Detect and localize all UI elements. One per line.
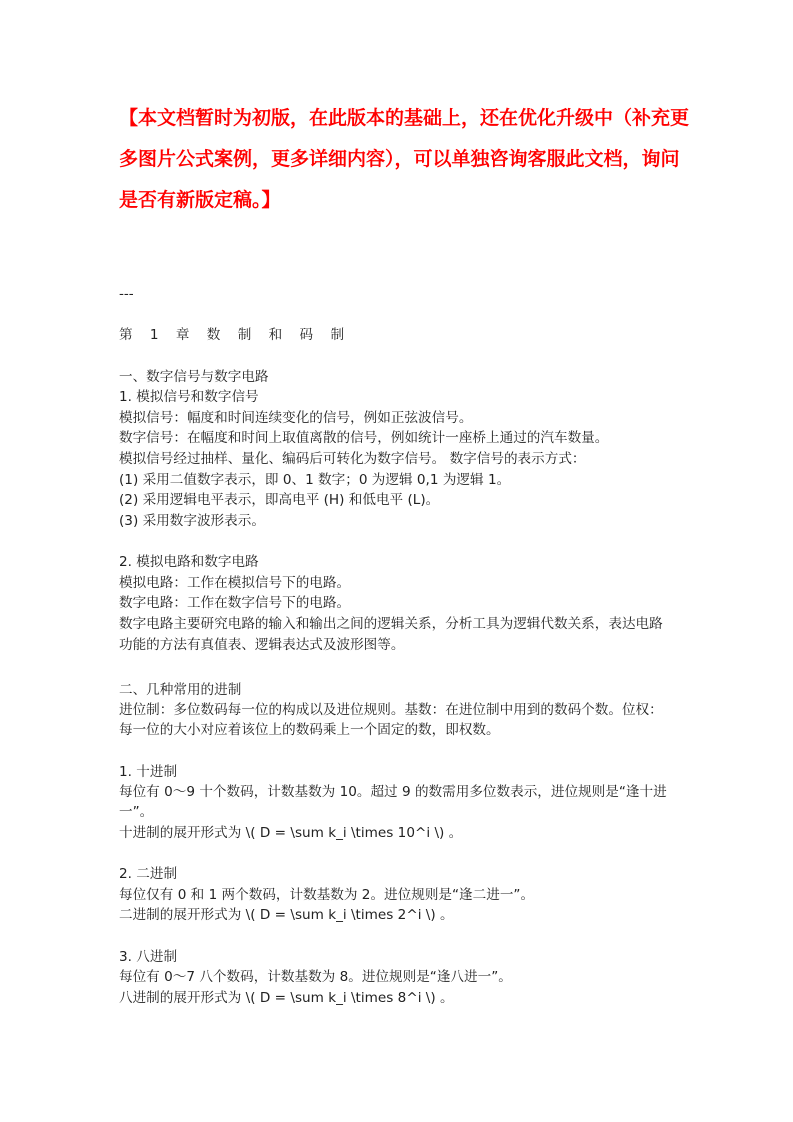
paragraph-line: 十进制的展开形式为 \( D = \sum k_i \times 10^i \) 。 (119, 825, 463, 841)
subsection-heading: 2. 模拟电路和数字电路 (119, 554, 259, 570)
subsection-heading: 1. 十进制 (119, 764, 178, 780)
paragraph-line: (2) 采用逻辑电平表示，即高电平 (H) 和低电平 (L)。 (119, 492, 440, 508)
subsection-heading: 3. 八进制 (119, 949, 178, 965)
paragraph-line: 每一位的大小对应着该位上的数码乘上一个固定的数，即权数。 (119, 722, 500, 738)
paragraph-line: 功能的方法有真值表、逻辑表达式及波形图等。 (119, 637, 405, 653)
chapter-title: 第 1 章 数 制 和 码 制 (119, 327, 351, 343)
notice-line: 多图片公式案例，更多详细内容），可以单独咨询客服此文档，询问 (119, 148, 680, 170)
paragraph-line: 每位仅有 0 和 1 两个数码，计数基数为 2。进位规则是“逢二进一”。 (119, 887, 535, 903)
paragraph-line: 二进制的展开形式为 \( D = \sum k_i \times 2^i \) 。 (119, 907, 454, 923)
separator: --- (119, 286, 134, 302)
paragraph-line: 模拟信号：幅度和时间连续变化的信号，例如正弦波信号。 (119, 410, 473, 426)
paragraph-line: 模拟电路：工作在模拟信号下的电路。 (119, 575, 351, 591)
paragraph-line: 进位制：多位数码每一位的构成以及进位规则。基数：在进位制中用到的数码个数。位权： (119, 702, 663, 718)
section-heading: 一、数字信号与数字电路 (119, 369, 269, 385)
paragraph-line: 模拟信号经过抽样、量化、编码后可转化为数字信号。 数字信号的表示方式： (119, 451, 586, 467)
notice-line: 是否有新版定稿。】 (119, 189, 281, 211)
paragraph-line: (1) 采用二值数字表示，即 0、1 数字；0 为逻辑 0,1 为逻辑 1。 (119, 472, 511, 488)
subsection-heading: 1. 模拟信号和数字信号 (119, 389, 259, 405)
paragraph-line: (3) 采用数字波形表示。 (119, 513, 265, 529)
paragraph-line: 一”。 (119, 804, 154, 820)
section-heading: 二、几种常用的进制 (119, 682, 242, 698)
paragraph-line: 数字电路：工作在数字信号下的电路。 (119, 595, 351, 611)
paragraph-line: 每位有 0～9 十个数码，计数基数为 10。超过 9 的数需用多位数表示，进位规则是“逢十进 (119, 784, 667, 800)
paragraph-line: 每位有 0～7 八个数码，计数基数为 8。进位规则是“逢八进一”。 (119, 969, 512, 985)
paragraph-line: 八进制的展开形式为 \( D = \sum k_i \times 8^i \) 。 (119, 990, 454, 1006)
paragraph-line: 数字电路主要研究电路的输入和输出之间的逻辑关系，分析工具为逻辑代数关系，表达电路 (119, 616, 663, 632)
subsection-heading: 2. 二进制 (119, 866, 178, 882)
notice-line: 【本文档暂时为初版，在此版本的基础上，还在优化升级中（补充更 (119, 107, 690, 129)
paragraph-line: 数字信号：在幅度和时间上取值离散的信号，例如统计一座桥上通过的汽车数量。 (119, 430, 609, 446)
